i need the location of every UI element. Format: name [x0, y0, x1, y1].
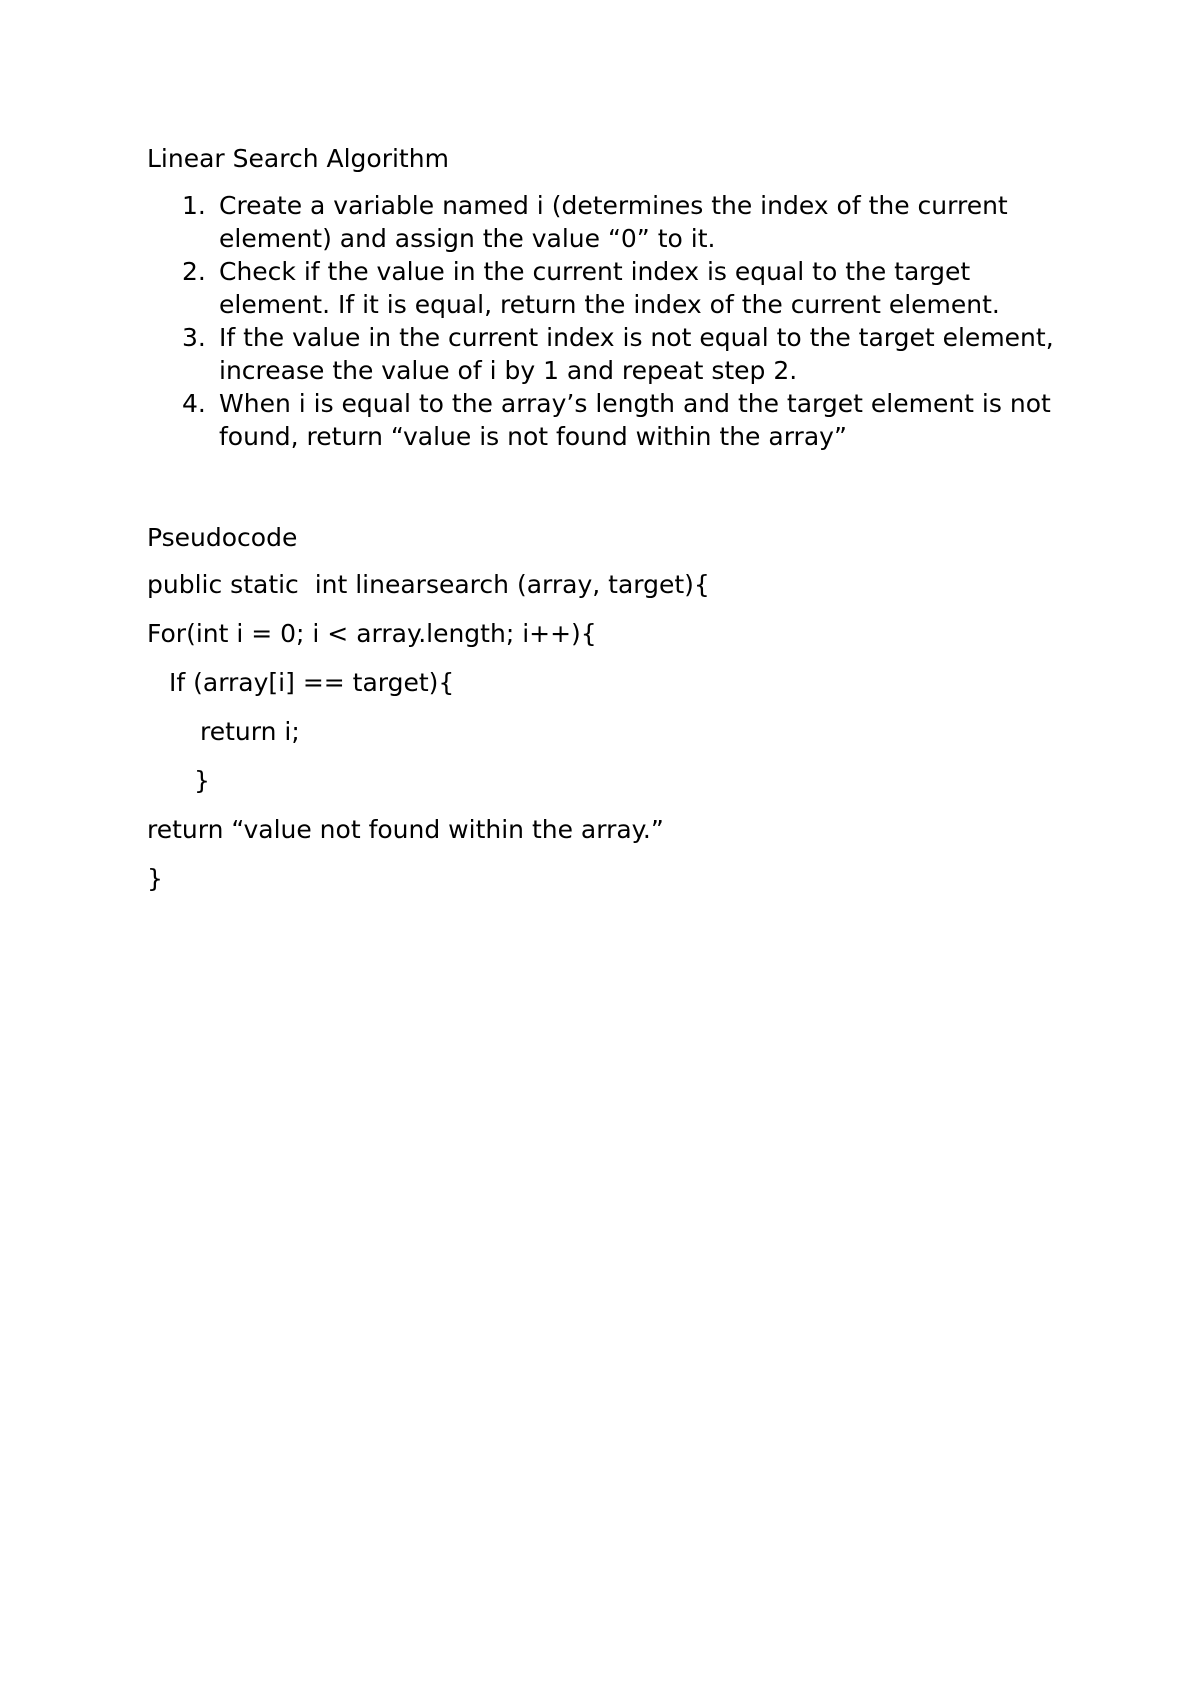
document-title: Linear Search Algorithm [147, 144, 449, 173]
step-text-line: increase the value of i by 1 and repeat step 2. [219, 356, 798, 385]
list-item [147, 321, 1077, 387]
step-text-line: found, return “value is not found within the array” [219, 422, 847, 451]
list-item [147, 189, 1077, 255]
code-line: return “value not found within the array.” [147, 815, 664, 844]
pseudocode-heading: Pseudocode [147, 523, 298, 552]
code-line: return i; [200, 717, 300, 746]
step-text-line: When i is equal to the array’s length and the target element is not [219, 389, 1051, 418]
list-item [147, 387, 1077, 453]
step-text-line: If the value in the current index is not equal to the target element, [219, 323, 1054, 352]
document-content [147, 142, 1077, 911]
code-line: } [147, 864, 163, 893]
step-text-line: element. If it is equal, return the index of the current element. [219, 290, 1000, 319]
step-number: 4. [182, 389, 206, 418]
step-text-line: Check if the value in the current index is equal to the target [219, 257, 971, 286]
algorithm-steps-list [147, 189, 1077, 453]
pseudocode-block [147, 568, 1077, 895]
step-number: 3. [182, 323, 206, 352]
code-line: } [194, 766, 210, 795]
step-number: 1. [182, 191, 206, 220]
list-item [147, 255, 1077, 321]
step-text-line: element) and assign the value “0” to it. [219, 224, 716, 253]
code-line: For(int i = 0; i < array.length; i++){ [147, 619, 597, 648]
code-line: public static int linearsearch (array, target){ [147, 570, 710, 599]
step-text-line: Create a variable named i (determines the index of the current [219, 191, 1008, 220]
step-number: 2. [182, 257, 206, 286]
code-line: If (array[i] == target){ [169, 668, 455, 697]
